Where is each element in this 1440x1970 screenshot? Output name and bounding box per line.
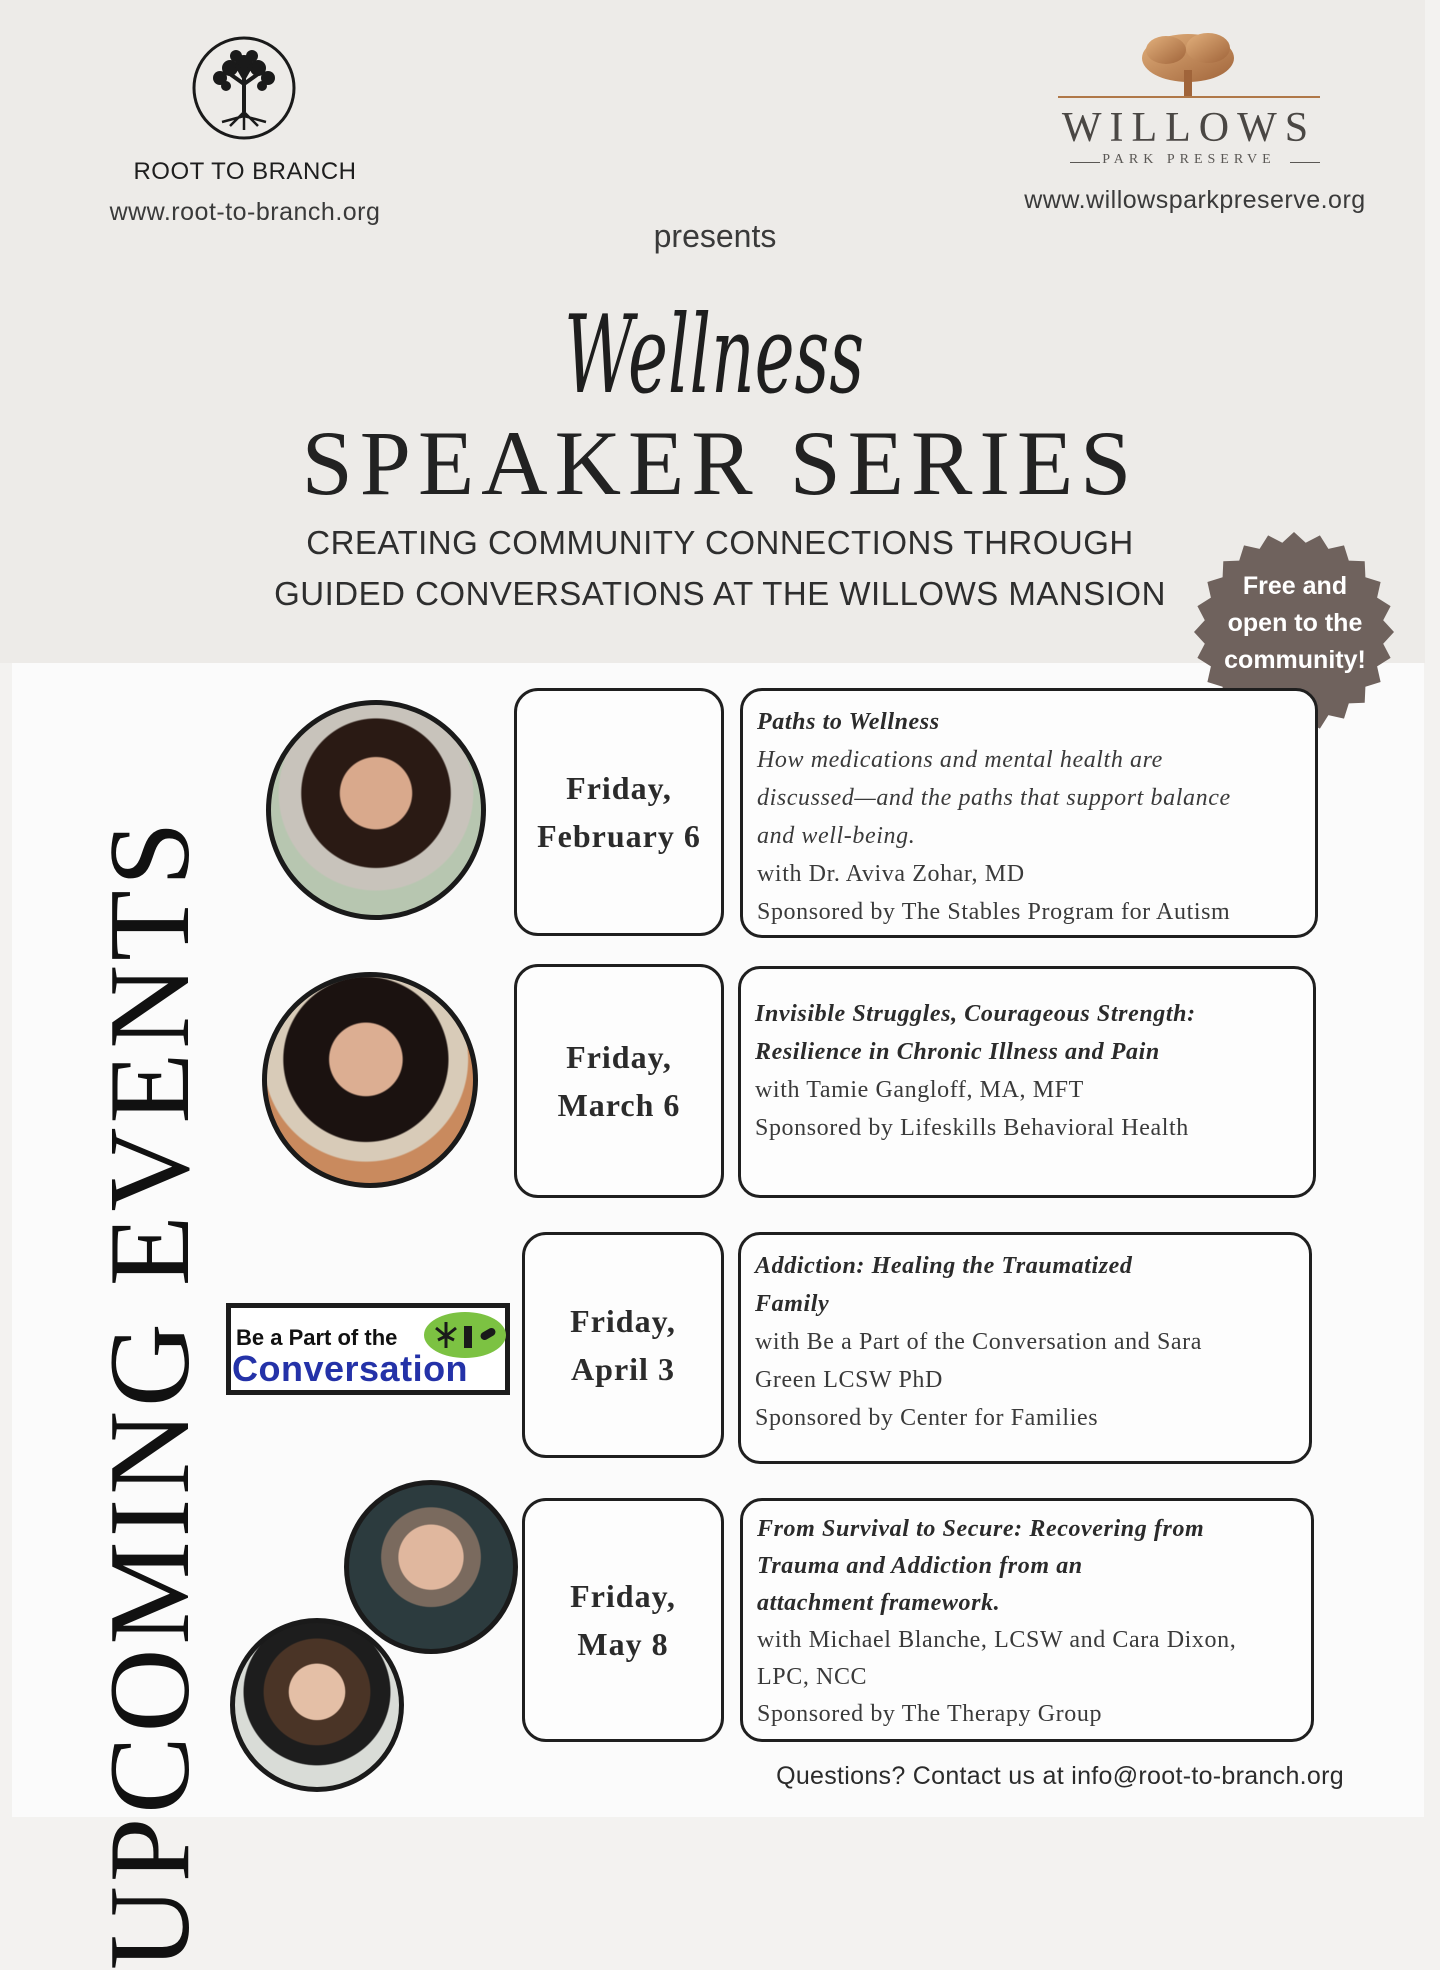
event-2-day: Friday, (566, 1039, 672, 1075)
event-3-speakers-1: with Be a Part of the Conversation and Sara (755, 1329, 1203, 1355)
event-2-speakers: with Tamie Gangloff, MA, MFT (755, 1077, 1084, 1103)
seal-line-3: community! (1224, 646, 1366, 674)
root-to-branch-name: ROOT TO BRANCH (133, 158, 357, 185)
event-1-description-3: and well-being. (757, 823, 916, 849)
cannabis-icon (432, 1318, 502, 1352)
seal-text (1195, 568, 1395, 679)
speaker-photo-cara-dixon (230, 1618, 404, 1792)
partner-logo-line-1: Be a Part of the (236, 1325, 398, 1350)
event-4-title-3: attachment framework. (757, 1590, 1001, 1616)
event-1-day: Friday, (566, 770, 672, 806)
willows-tree-icon (1136, 30, 1240, 100)
event-3-title-2: Family (755, 1291, 830, 1317)
event-2-date (514, 964, 724, 1198)
upcoming-events-title: UPCOMING EVENTS (86, 817, 214, 1970)
event-3-date (522, 1232, 724, 1458)
tagline-line-2: GUIDED CONVERSATIONS AT THE WILLOWS MANSION (274, 575, 1166, 612)
wellness-script-title (560, 284, 880, 424)
pill-icon (479, 1327, 497, 1342)
event-3-title-1: Addiction: Healing the Traumatized (755, 1253, 1133, 1279)
wellness-script-text: Wellness (564, 293, 864, 418)
event-1-description-1: How medications and mental health are (757, 747, 1163, 773)
event-1-date-text: February 6 (537, 818, 701, 854)
event-2-details (738, 966, 1316, 1198)
seal-line-1: Free and (1242, 572, 1348, 600)
event-3-date-text: April 3 (571, 1351, 675, 1387)
event-4-date (522, 1498, 724, 1742)
speaker-photo-aviva-zohar (266, 700, 486, 920)
event-1-date (514, 688, 724, 936)
event-3-sponsor: Sponsored by Center for Families (755, 1405, 1099, 1431)
presents-text: presents (653, 218, 777, 254)
seal-line-2: open to the (1227, 609, 1363, 637)
willows-url[interactable]: www.willowsparkpreserve.org (1024, 186, 1366, 214)
event-4-title-1: From Survival to Secure: Recovering from (757, 1516, 1205, 1542)
willows-name: WILLOWS (1061, 105, 1317, 151)
bottle-icon (464, 1326, 472, 1348)
contact-footer[interactable]: Questions? Contact us at info@root-to-branch.org (776, 1762, 1344, 1790)
speaker-photo-tamie-gangloff (262, 972, 478, 1188)
willows-subname: PARK PRESERVE (1102, 152, 1276, 167)
event-4-title-2: Trauma and Addiction from an (757, 1553, 1083, 1579)
event-2-title-1: Invisible Struggles, Courageous Strength: (755, 1001, 1196, 1027)
tagline-line-1: CREATING COMMUNITY CONNECTIONS THROUGH (306, 524, 1134, 561)
event-4-details (740, 1498, 1314, 1742)
event-1-title: Paths to Wellness (757, 709, 940, 735)
root-to-branch-url[interactable]: www.root-to-branch.org (109, 198, 381, 226)
willows-sub-rule-right (1290, 162, 1320, 163)
event-4-speakers-2: LPC, NCC (757, 1664, 868, 1690)
event-4-sponsor: Sponsored by The Therapy Group (757, 1701, 1103, 1727)
event-4-date-text: May 8 (577, 1626, 669, 1662)
partner-logo-line-2: Conversation (232, 1348, 469, 1389)
main-title: SPEAKER SERIES (301, 412, 1139, 514)
event-2-date-text: March 6 (557, 1087, 681, 1123)
speaker-photo-michael-blanche (344, 1480, 518, 1654)
event-3-details (738, 1232, 1312, 1464)
event-1-description-2: discussed—and the paths that support balance (757, 785, 1231, 811)
tree-logo-icon (190, 34, 298, 142)
event-3-speakers-2: Green LCSW PhD (755, 1367, 943, 1393)
event-4-speakers-1: with Michael Blanche, LCSW and Cara Dixon, (757, 1627, 1237, 1653)
event-1-speakers: with Dr. Aviva Zohar, MD (757, 861, 1025, 887)
event-1-sponsor: Sponsored by The Stables Program for Autism (757, 899, 1231, 925)
event-3-day: Friday, (570, 1303, 676, 1339)
event-2-title-2: Resilience in Chronic Illness and Pain (755, 1039, 1160, 1065)
event-2-sponsor: Sponsored by Lifeskills Behavioral Health (755, 1115, 1189, 1141)
event-4-day: Friday, (570, 1578, 676, 1614)
willows-divider (1058, 96, 1320, 98)
event-1-details (740, 688, 1318, 938)
